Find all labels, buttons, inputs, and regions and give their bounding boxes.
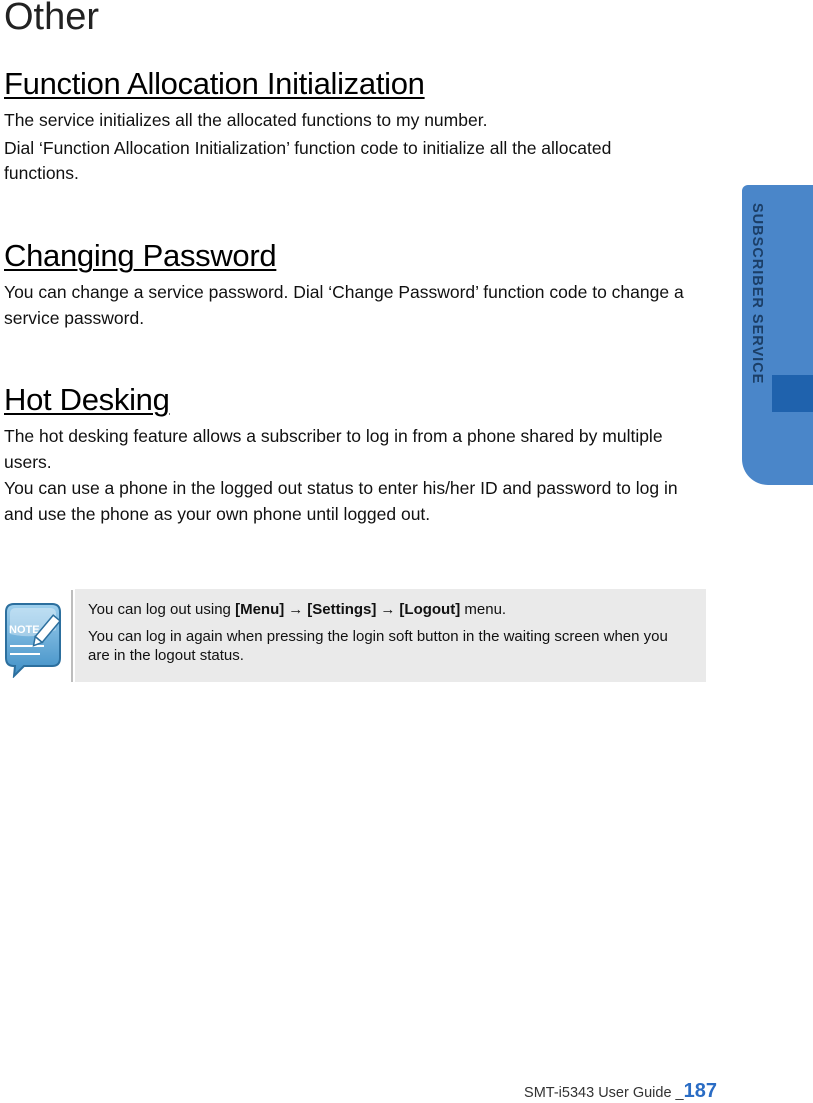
section-heading: Changing Password xyxy=(4,238,277,273)
section-heading: Hot Desking xyxy=(4,382,170,417)
note-text: You can log out using xyxy=(88,601,236,618)
guide-title: SMT-i5343 User Guide _ xyxy=(524,1085,684,1101)
section-heading: Function Allocation Initialization xyxy=(4,66,425,101)
arrow-right-icon: → xyxy=(288,601,304,618)
logout-label: [Logout] xyxy=(399,601,461,618)
section-hot-desking xyxy=(4,382,684,527)
menu-label: [Menu] xyxy=(235,601,285,618)
note-text: menu. xyxy=(460,601,507,618)
note-line-login: You can log in again when pressing the login soft button in the waiting screen when you are in the logout status. xyxy=(88,628,668,664)
section-paragraph: The hot desking feature allows a subscriber to log in from a phone shared by multiple users. xyxy=(4,426,663,472)
section-paragraph: Dial ‘Function Allocation Initialization’ function code to initialize all the allocated functions. xyxy=(4,137,612,183)
page-title: Other xyxy=(4,0,100,38)
section-changing-password xyxy=(4,238,684,331)
settings-label: [Settings] xyxy=(307,601,377,618)
section-paragraph: You can use a phone in the logged out status to enter his/her ID and password to log in and use the phone as your own phone until logged out. xyxy=(4,478,678,524)
arrow-right-icon: → xyxy=(380,601,396,618)
note-box xyxy=(75,589,706,682)
section-paragraph: You can change a service password. Dial ‘Change Password’ function code to change a service password. xyxy=(4,282,684,328)
note-divider xyxy=(71,590,73,682)
side-tab-highlight xyxy=(772,375,813,412)
side-chapter-tab xyxy=(742,185,813,485)
note-pencil-icon xyxy=(0,600,64,678)
section-paragraph: The service initializes all the allocated functions to my number. xyxy=(4,110,488,130)
svg-text:NOTE: NOTE xyxy=(9,624,40,636)
page-number: 187 xyxy=(683,1080,717,1102)
page-footer xyxy=(524,1080,717,1103)
section-function-allocation-initialization xyxy=(4,66,684,187)
side-tab-label: SUBSCRIBER SERVICE xyxy=(749,203,765,385)
note-line-logout xyxy=(88,599,692,621)
